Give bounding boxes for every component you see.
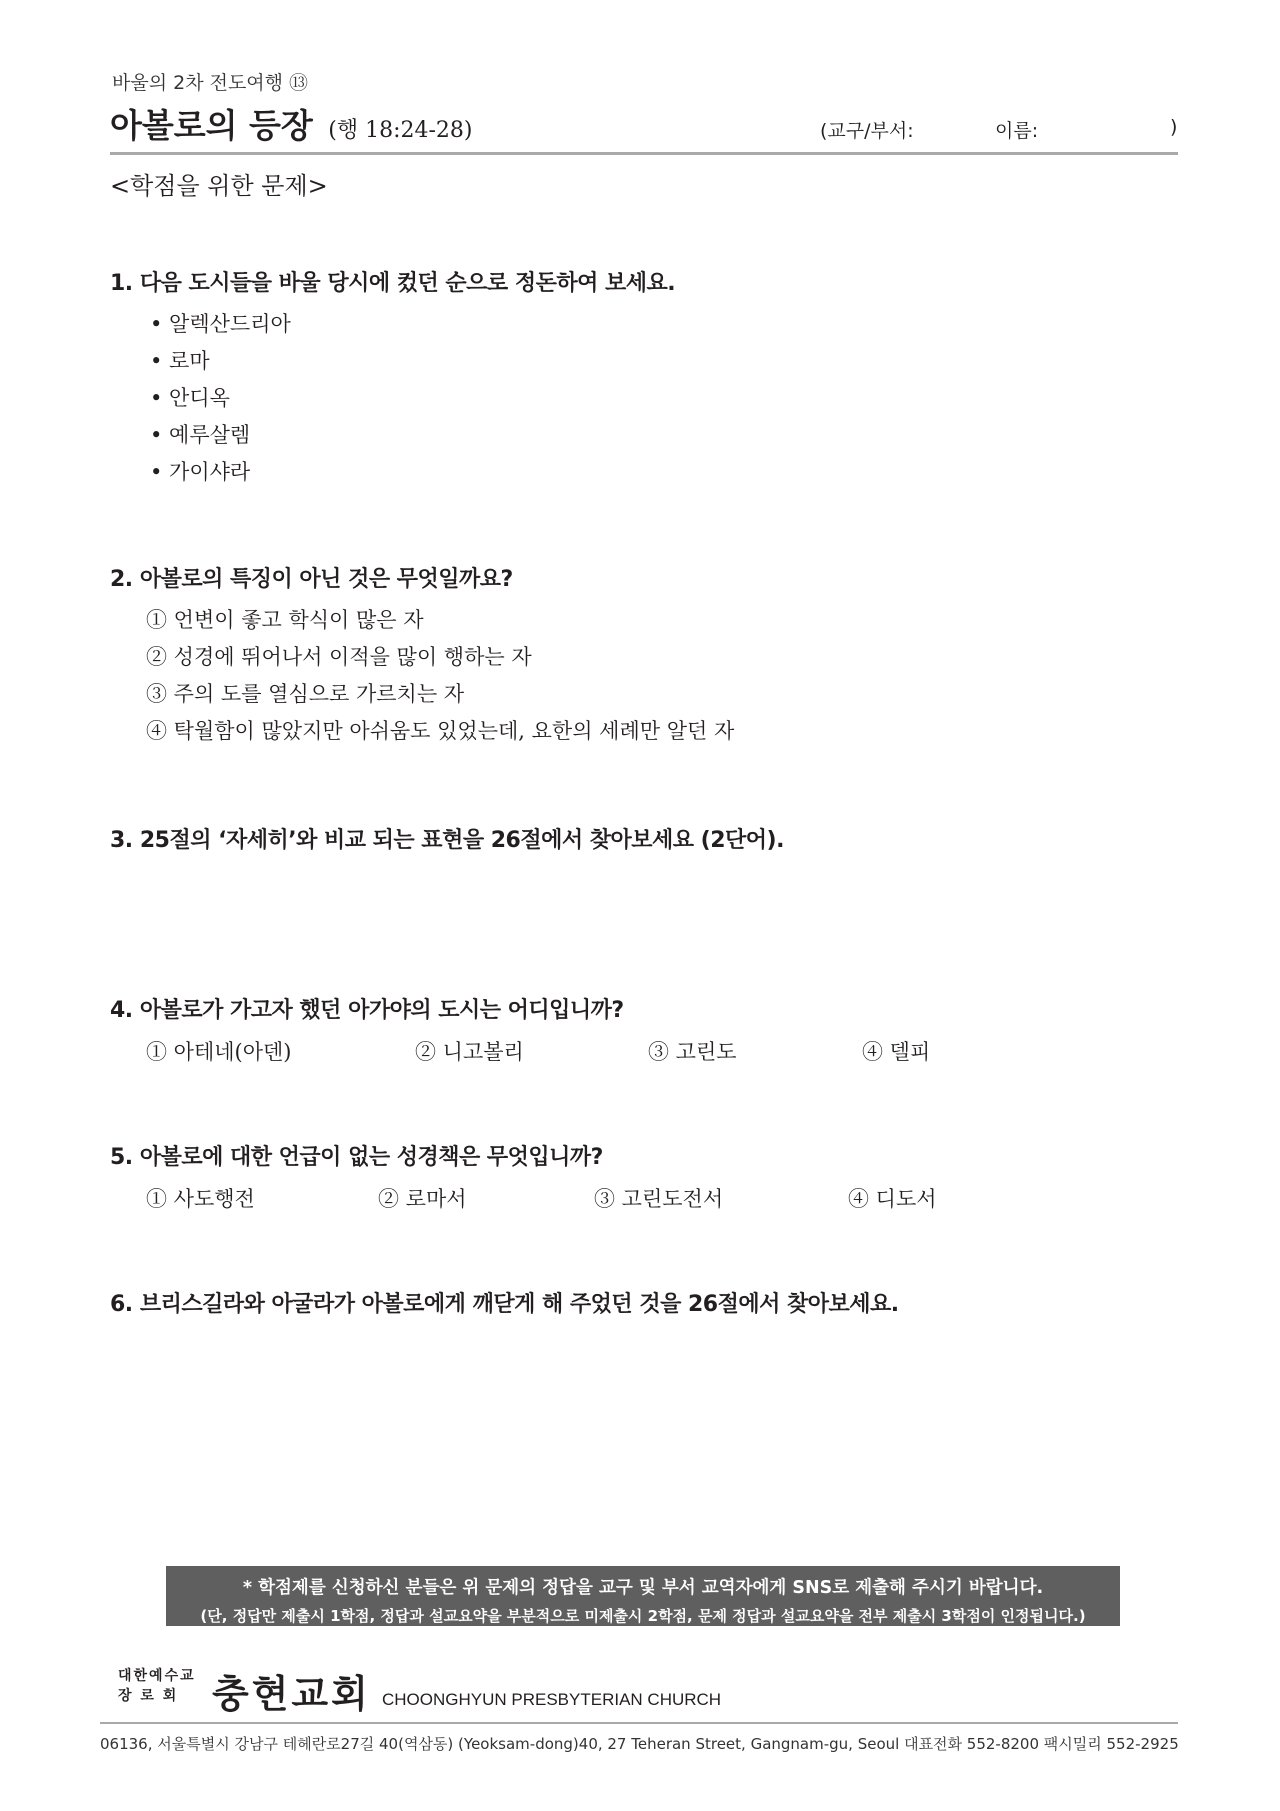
- page-title: [110, 100, 473, 147]
- answer-option: ② 성경에 뛰어나서 이적을 많이 행하는 자: [146, 645, 532, 669]
- church-logo-denomination: 대한예수교 장 로 회: [118, 1668, 196, 1704]
- answer-option: ④ 디도서: [848, 1187, 937, 1211]
- name-label: 이름:: [995, 120, 1039, 142]
- scripture-reference: (행 18:24-28): [328, 118, 473, 143]
- answer-option: ③ 주의 도를 열심으로 가르치는 자: [146, 682, 465, 706]
- list-item: • 가이샤라: [150, 460, 251, 484]
- list-item: • 로마: [150, 349, 210, 373]
- close-paren: ): [1170, 116, 1178, 138]
- answer-option: ② 니고볼리: [415, 1040, 524, 1064]
- church-logo-name: 충현교회: [212, 1671, 371, 1716]
- question-6: 6. 브리스길라와 아굴라가 아볼로에게 깨닫게 해 주었던 것을 26절에서 찾아보세요.: [110, 1292, 899, 1317]
- question-2: 2. 아볼로의 특징이 아닌 것은 무엇일까요?: [110, 567, 513, 592]
- church-english-name: CHOONGHYUN PRESBYTERIAN CHURCH: [382, 1690, 722, 1709]
- sermon-title: 아볼로의 등장: [110, 106, 313, 145]
- answer-option: ④ 탁월함이 많았지만 아쉬움도 있었는데, 요한의 세례만 알던 자: [146, 719, 735, 743]
- answer-option: ③ 고린도: [648, 1040, 737, 1064]
- question-4: 4. 아볼로가 가고자 했던 아가야의 도시는 어디입니까?: [110, 998, 624, 1023]
- answer-option: ① 사도행전: [146, 1187, 255, 1211]
- answer-option: ③ 고린도전서: [594, 1187, 724, 1211]
- header-divider: [110, 152, 1178, 155]
- notice-line-2: (단, 정답만 제출시 1학점, 정답과 설교요약을 부분적으로 미제출시 2학점, 문제 정답과 설교요약을 전부 제출시 3학점이 인정됩니다.): [200, 1607, 1086, 1625]
- answer-option: ① 언변이 좋고 학식이 많은 자: [146, 608, 424, 632]
- question-5: 5. 아볼로에 대한 언급이 없는 성경책은 무엇입니까?: [110, 1145, 603, 1170]
- question-3: 3. 25절의 ‘자세히’와 비교 되는 표현을 26절에서 찾아보세요 (2단어).: [110, 828, 784, 853]
- answer-option: ② 로마서: [378, 1187, 467, 1211]
- list-item: • 예루살렘: [150, 423, 251, 447]
- answer-option: ④ 델피: [862, 1040, 931, 1064]
- worksheet-subtitle: <학점을 위한 문제>: [110, 172, 328, 200]
- list-item: • 알렉산드리아: [150, 312, 291, 336]
- list-item: • 안디옥: [150, 386, 230, 410]
- dept-label: (교구/부서:: [820, 120, 914, 142]
- answer-option: ① 아테네(아덴): [146, 1040, 292, 1064]
- question-1: 1. 다음 도시들을 바울 당시에 컸던 순으로 정돈하여 보세요.: [110, 271, 676, 296]
- church-address: 06136, 서울특별시 강남구 테헤란로27길 40(역삼동) (Yeoksam-dong)40, 27 Teheran Street, Gangnam-gu, Seoul 대표전화 552-8200 팩시밀리 552-2925: [100, 1735, 1179, 1753]
- footer-divider: [100, 1722, 1178, 1724]
- submission-notice: [166, 1566, 1120, 1626]
- notice-line-1: * 학점제를 신청하신 분들은 위 문제의 정답을 교구 및 부서 교역자에게 SNS로 제출해 주시기 바랍니다.: [242, 1578, 1044, 1598]
- series-label: 바울의 2차 전도여행 ⑬: [112, 72, 309, 94]
